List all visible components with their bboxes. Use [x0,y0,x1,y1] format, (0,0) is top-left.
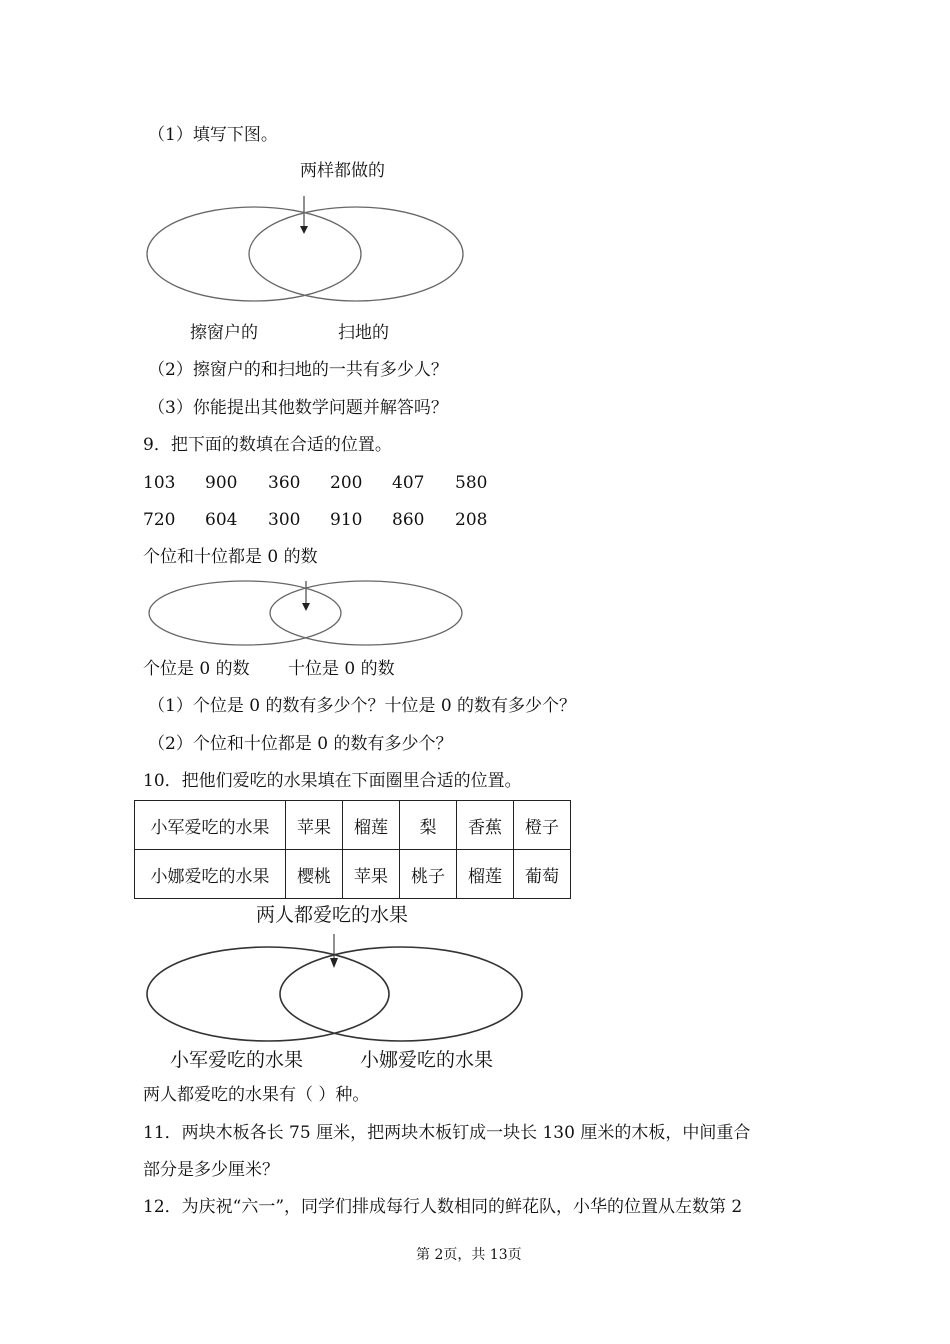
q9-number: 580 [455,473,488,493]
row-header: 小军爱吃的水果 [135,801,286,850]
fruit-table [134,800,571,899]
fruit-cell: 榴莲 [457,850,514,899]
q9-number: 208 [455,510,488,530]
fruit-cell: 梨 [400,801,457,850]
q9-number: 103 [143,473,176,493]
q9-number: 407 [392,473,425,493]
q9-number: 860 [392,510,425,530]
q11-line2: 部分是多少厘米？ [143,1160,279,1180]
q12-line1: 12．为庆祝“六一”，同学们排成每行人数相同的鲜花队，小华的位置从左数第 2 [143,1197,743,1217]
venn1-right-label: 扫地的 [338,323,389,343]
venn1-right-ellipse [249,207,463,301]
q9-part1: （1）个位是 0 的数有多少个？十位是 0 的数有多少个？ [148,696,577,716]
q8-part3: （3）你能提出其他数学问题并解答吗？ [148,398,448,418]
fruit-cell: 桃子 [400,850,457,899]
q9-number: 720 [143,510,176,530]
venn-diagram-1 [140,190,470,310]
venn1-arrow-head [300,226,308,234]
fruit-cell: 橙子 [514,801,571,850]
venn2-arrow-head [302,603,310,611]
row-header: 小娜爱吃的水果 [135,850,286,899]
venn2-right-ellipse [270,581,462,645]
q9-number: 910 [330,510,363,530]
venn2-left-ellipse [149,581,341,645]
table-row [135,801,571,850]
q9-number: 300 [268,510,301,530]
venn-diagram-2 [140,575,470,655]
table-row [135,850,571,899]
fruit-cell: 苹果 [286,801,343,850]
venn2-top-label: 个位和十位都是 0 的数 [143,547,318,567]
q8-part1: （1）填写下图。 [148,125,278,145]
venn2-left-label: 个位是 0 的数 [143,659,250,679]
fruit-cell: 香蕉 [457,801,514,850]
q9-title: 9．把下面的数填在合适的位置。 [143,435,392,455]
fruit-cell: 葡萄 [514,850,571,899]
q9-number: 360 [268,473,301,493]
venn1-top-label: 两样都做的 [300,161,385,181]
q9-number: 900 [205,473,238,493]
q10-answer-line: 两人都爱吃的水果有（ ）种。 [143,1085,370,1105]
page-footer: 第 2页，共 13页 [416,1247,522,1263]
fruit-cell: 苹果 [343,850,400,899]
venn1-left-ellipse [147,207,361,301]
fruit-cell: 樱桃 [286,850,343,899]
venn3-right-ellipse [280,947,522,1041]
venn3-left-ellipse [147,947,389,1041]
q11-line1: 11．两块木板各长 75 厘米，把两块木板钉成一块长 130 厘米的木板，中间重合 [143,1123,751,1143]
venn3-left-label: 小军爱吃的水果 [170,1049,304,1071]
q8-part2: （2）擦窗户的和扫地的一共有多少人？ [148,360,448,380]
q9-number: 200 [330,473,363,493]
venn2-right-label: 十位是 0 的数 [288,659,395,679]
venn-diagram-3 [140,930,530,1050]
q10-title: 10．把他们爱吃的水果填在下面圈里合适的位置。 [143,771,522,791]
venn1-left-label: 擦窗户的 [190,323,258,343]
venn3-right-label: 小娜爱吃的水果 [360,1049,494,1071]
q9-number: 604 [205,510,238,530]
fruit-cell: 榴莲 [343,801,400,850]
venn3-arrow-head [330,958,338,968]
q9-part2: （2）个位和十位都是 0 的数有多少个？ [148,734,453,754]
venn3-top-label: 两人都爱吃的水果 [256,904,409,926]
